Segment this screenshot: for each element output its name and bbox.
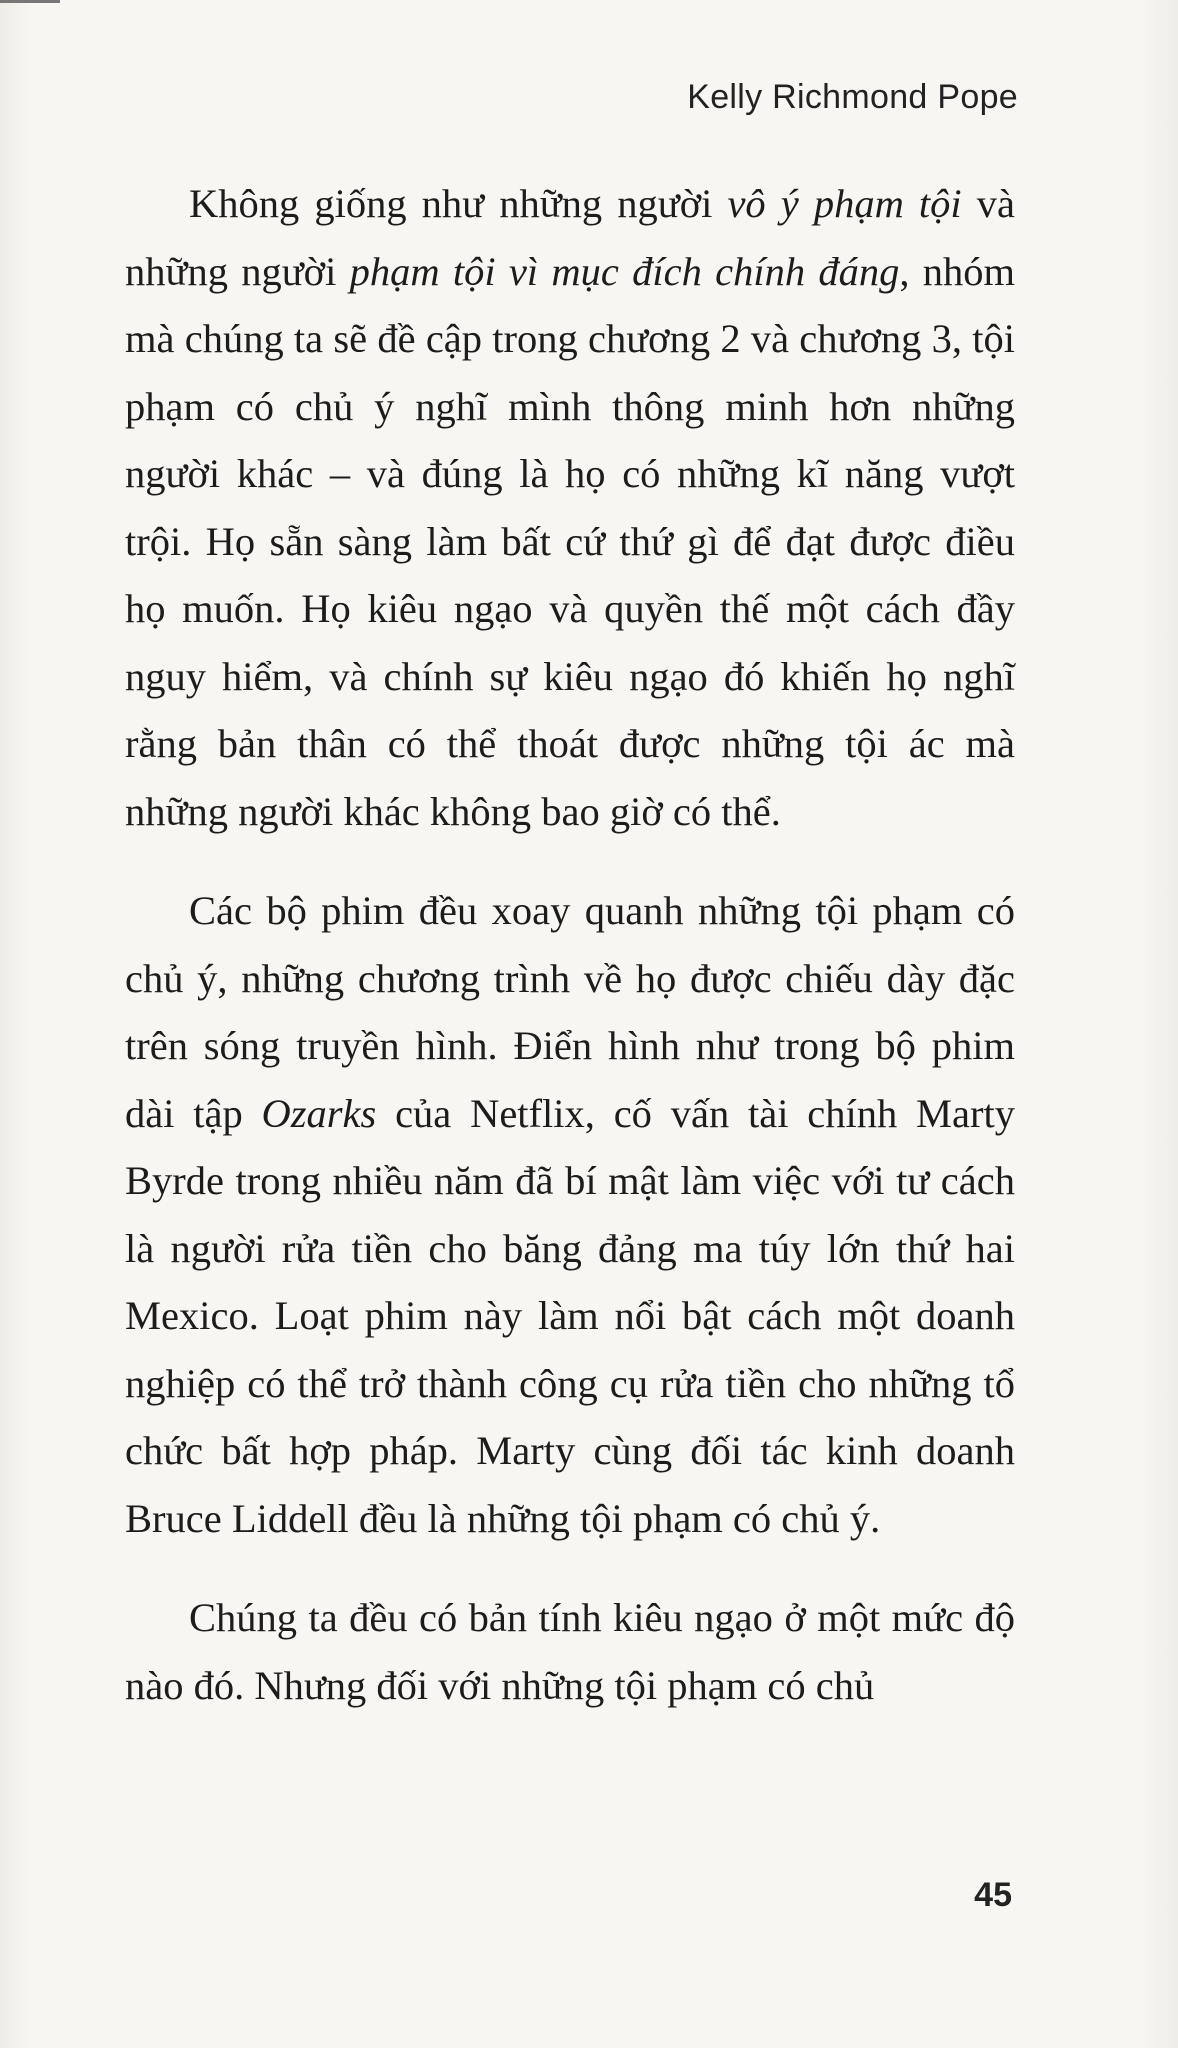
text-span: Không giống như những người	[189, 181, 728, 226]
text-span: của Netflix, cố vấn tài chính Marty Byrde trong nhiều năm đã bí mật làm việc với tư cách là người rửa tiền cho băng đảng ma túy lớn thứ hai Mexico. Loạt phim này làm nổi bật cách một doanh nghiệp có thể trở thành công cụ rửa tiền cho những tổ chức bất hợp pháp. Marty cùng đối tác kinh doanh Bruce Liddell đều là những tội phạm có chủ ý.	[125, 1090, 1015, 1541]
top-edge-rule	[0, 0, 60, 3]
text-span: Các bộ phim đều xoay quanh những tội phạm có chủ ý, những chương trình về họ được chiếu dày đặc trên sóng truyền hình. Điển hình như trong bộ phim dài tập	[125, 888, 1015, 1136]
paragraph-3	[125, 1584, 1015, 1719]
text-span: Chúng ta đều có bản tính kiêu ngạo ở một mức độ nào đó. Nhưng đối với những tội phạm có chủ	[125, 1595, 1015, 1708]
text-span: , nhóm mà chúng ta sẽ đề cập trong chương 2 và chương 3, tội phạm có chủ ý nghĩ mình thông minh hơn những người khác – và đúng là họ có những kĩ năng vượt trội. Họ sẵn sàng làm bất cứ thứ gì để đạt được điều họ muốn. Họ kiêu ngạo và quyền thế một cách đầy nguy hiểm, và chính sự kiêu ngạo đó khiến họ nghĩ rằng bản thân có thể thoát được những tội ác mà những người khác không bao giờ có thể.	[125, 248, 1015, 834]
italic-term-righteous: phạm tội vì mục đích chính đáng	[349, 248, 900, 294]
page-number: 45	[974, 1876, 1012, 1914]
running-head-author: Kelly Richmond Pope	[687, 78, 1018, 116]
paragraph-1	[125, 170, 1015, 845]
body-text	[125, 170, 1015, 1751]
paragraph-2	[125, 877, 1015, 1552]
text-span: và những người	[125, 181, 1015, 294]
italic-term-unintentional: vô ý phạm tội	[727, 181, 962, 226]
italic-title-ozarks: Ozarks	[261, 1090, 377, 1136]
